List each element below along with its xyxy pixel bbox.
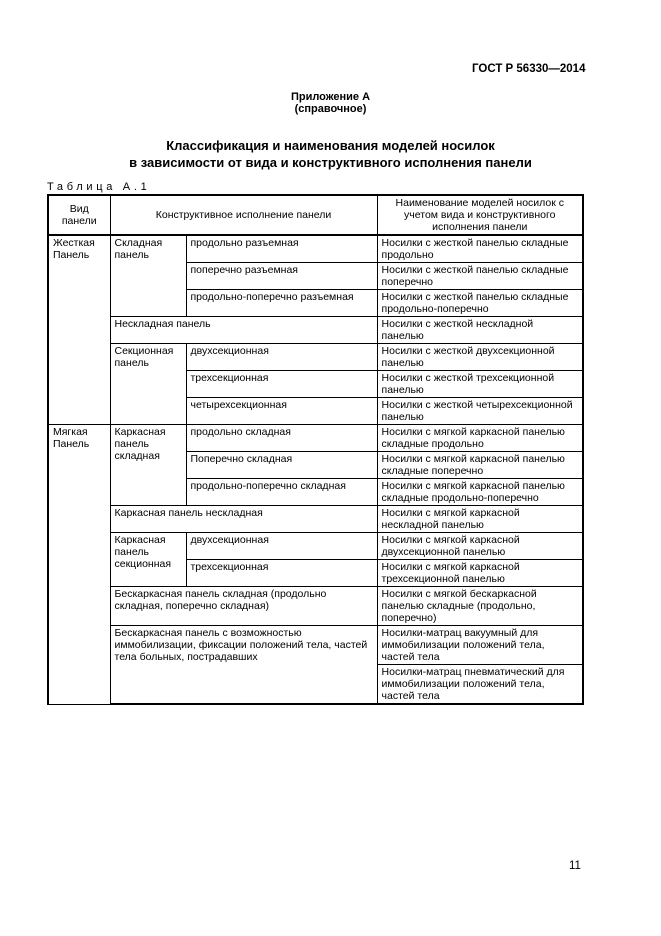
- model-name-cell: Носилки с мягкой каркасной панелью складные продольно: [377, 425, 583, 452]
- table-row: [48, 587, 583, 626]
- section-title-line2: в зависимости от вида и конструктивного исполнения панели: [129, 155, 532, 170]
- table-row: [48, 317, 583, 344]
- construction-group-cell: Каркасная панель нескладная: [110, 506, 377, 533]
- model-name-cell: Носилки с жесткой панелью складные продольно: [377, 235, 583, 263]
- model-name-cell: Носилки с жесткой панелью складные продольно-поперечно: [377, 290, 583, 317]
- model-name-cell: Носилки с жесткой трехсекционной панелью: [377, 371, 583, 398]
- table-row: [48, 665, 583, 705]
- construction-group-cell: Бескаркасная панель с возможностью иммобилизации, фиксации положений тела, частей тела больных, пострадавших: [110, 626, 377, 665]
- table-row: [48, 235, 583, 263]
- construction-sub-cell: продольно-поперечно складная: [186, 479, 377, 506]
- construction-group-cell: Секционная панель: [110, 344, 186, 425]
- panel-kind-cell: Жесткая Панель: [48, 235, 110, 425]
- empty-cell: [110, 665, 377, 705]
- header-panel-kind: Вид панели: [48, 195, 110, 235]
- construction-group-cell: Нескладная панель: [110, 317, 377, 344]
- table-row: [48, 425, 583, 452]
- table-header-row: [48, 195, 583, 235]
- construction-sub-cell: двухсекционная: [186, 533, 377, 560]
- table-row: [48, 506, 583, 533]
- model-name-cell: Носилки с жесткой двухсекционной панелью: [377, 344, 583, 371]
- construction-sub-cell: двухсекционная: [186, 344, 377, 371]
- table-row: [48, 344, 583, 371]
- header-model-name: Наименование моделей носилок с учетом вида и конструктивного исполнения панели: [377, 195, 583, 235]
- model-name-cell: Носилки с жесткой нескладной панелью: [377, 317, 583, 344]
- table-label: Таблица А.1: [47, 181, 151, 193]
- construction-sub-cell: продольно складная: [186, 425, 377, 452]
- model-name-cell: Носилки с жесткой панелью складные поперечно: [377, 263, 583, 290]
- construction-sub-cell: трехсекционная: [186, 560, 377, 587]
- header-construction: Конструктивное исполнение панели: [110, 195, 377, 235]
- construction-sub-cell: трехсекционная: [186, 371, 377, 398]
- construction-group-cell: Каркасная панель складная: [110, 425, 186, 506]
- panel-kind-cell: Мягкая Панель: [48, 425, 110, 705]
- model-name-cell: Носилки с мягкой бескаркасной панелью складные (продольно, поперечно): [377, 587, 583, 626]
- construction-sub-cell: продольно разъемная: [186, 235, 377, 263]
- construction-sub-cell: поперечно разъемная: [186, 263, 377, 290]
- page-number: 11: [569, 860, 581, 872]
- construction-group-cell: Бескаркасная панель складная (продольно складная, поперечно складная): [110, 587, 377, 626]
- model-name-cell: Носилки с мягкой каркасной нескладной панелью: [377, 506, 583, 533]
- appendix-title: Приложение А: [290, 91, 371, 103]
- model-name-cell: Носилки-матрац пневматический для иммобилизации положений тела, частей тела: [377, 665, 583, 705]
- table-row: [48, 626, 583, 665]
- model-name-cell: Носилки с жесткой четырехсекционной панелью: [377, 398, 583, 425]
- model-name-cell: Носилки с мягкой каркасной панелью складные поперечно: [377, 452, 583, 479]
- table-row: [48, 533, 583, 560]
- construction-sub-cell: Поперечно складная: [186, 452, 377, 479]
- construction-sub-cell: продольно-поперечно разъемная: [186, 290, 377, 317]
- model-name-cell: Носилки с мягкой каркасной двухсекционной панелью: [377, 533, 583, 560]
- document-code: ГОСТ Р 56330—2014: [472, 63, 586, 75]
- classification-table: [47, 194, 584, 705]
- construction-sub-cell: четырехсекционная: [186, 398, 377, 425]
- model-name-cell: Носилки с мягкой каркасной трехсекционной панелью: [377, 560, 583, 587]
- construction-group-cell: Складная панель: [110, 235, 186, 317]
- section-title-line1: Классификация и наименования моделей носилок: [166, 138, 495, 153]
- model-name-cell: Носилки-матрац вакуумный для иммобилизации положений тела, частей тела: [377, 626, 583, 665]
- model-name-cell: Носилки с мягкой каркасной панелью складные продольно-поперечно: [377, 479, 583, 506]
- appendix-type: (справочное): [294, 103, 367, 115]
- construction-group-cell: Каркасная панель секционная: [110, 533, 186, 587]
